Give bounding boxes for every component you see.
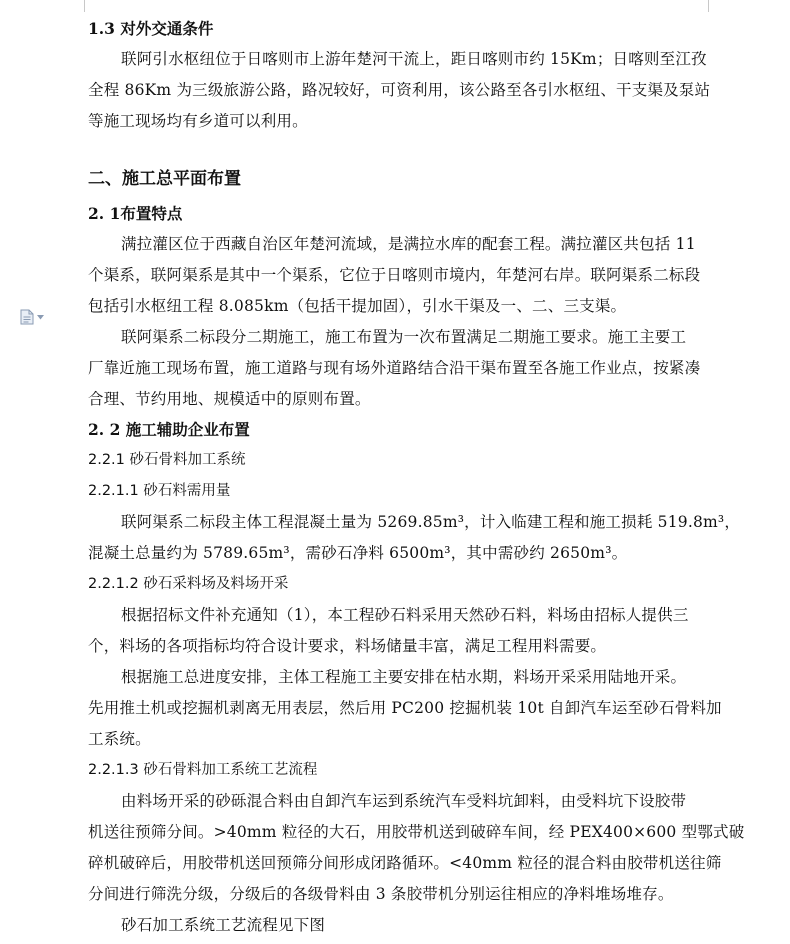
paragraph-line: 先用推土机或挖掘机剥离无用表层，然后用 PC200 挖掘机装 10t 自卸汽车运至砂石骨料加 [88, 699, 722, 717]
chevron-down-icon [37, 315, 44, 320]
paragraph-line: 联阿渠系二标段主体工程混凝土量为 5269.85m³，计入临建工程和施工损耗 519.8m³， [121, 513, 741, 531]
heading-2-2-1-2: 2.2.1.2 砂石采料场及料场开采 [88, 576, 289, 592]
document-icon [20, 309, 34, 325]
paragraph-line: 联阿引水枢纽位于日喀则市上游年楚河干流上，距日喀则市约 15Km；日喀则至江孜 [121, 50, 707, 68]
heading-2-2-1-3: 2.2.1.3 砂石骨料加工系统工艺流程 [88, 762, 318, 778]
paragraph-line: 工系统。 [88, 730, 151, 748]
heading-section-2: 二、施工总平面布置 [88, 169, 241, 189]
heading-2-2: 2. 2 施工辅助企业布置 [88, 420, 250, 439]
crop-mark-right [708, 0, 731, 12]
paragraph-line: 合理、节约用地、规模适中的原则布置。 [88, 390, 371, 408]
paragraph-line: 混凝土总量约为 5789.65m³，需砂石净料 6500m³，其中需砂约 2650m³。 [88, 544, 628, 562]
paragraph-line: 个，料场的各项指标均符合设计要求，料场储量丰富，满足工程用料需要。 [88, 637, 607, 655]
heading-1-3: 1.3 对外交通条件 [88, 19, 214, 38]
paragraph-line: 机送往预筛分间。>40mm 粒径的大石，用胶带机送到破碎车间，经 PEX400×600 型鄂式破 [88, 823, 745, 841]
paragraph-line: 碎机破碎后，用胶带机送回预筛分间形成闭路循环。<40mm 粒径的混合料由胶带机送往筛 [88, 854, 722, 872]
heading-2-2-1-1: 2.2.1.1 砂石料需用量 [88, 483, 231, 499]
paragraph-line: 厂靠近施工现场布置，施工道路与现有场外道路结合沿干渠布置至各施工作业点，按紧凑 [88, 359, 701, 377]
paragraph-line: 全程 86Km 为三级旅游公路，路况较好，可资利用，该公路至各引水枢纽、干支渠及泵站 [88, 81, 711, 99]
heading-2-1: 2. 1布置特点 [88, 204, 183, 223]
document-page [88, 14, 745, 941]
heading-2-2-1: 2.2.1 砂石骨料加工系统 [88, 452, 246, 468]
document-options-button[interactable] [20, 308, 52, 326]
paragraph-line: 分间进行筛洗分级，分级后的各级骨料由 3 条胶带机分别运往相应的净料堆场堆存。 [88, 885, 674, 903]
paragraph-line: 等施工现场均有乡道可以利用。 [88, 112, 308, 130]
crop-mark-left [62, 0, 85, 12]
paragraph-line: 满拉灌区位于西藏自治区年楚河流域，是满拉水库的配套工程。满拉灌区共包括 11 [121, 235, 696, 253]
paragraph-line: 包括引水枢纽工程 8.085km（包括干提加固），引水干渠及一、二、三支渠。 [88, 297, 627, 315]
paragraph-line: 个渠系，联阿渠系是其中一个渠系，它位于日喀则市境内，年楚河右岸。联阿渠系二标段 [88, 266, 701, 284]
paragraph-line: 由料场开采的砂砾混合料由自卸汽车运到系统汽车受料坑卸料，由受料坑下设胶带 [121, 792, 687, 810]
paragraph-line: 根据招标文件补充通知（1），本工程砂石料采用天然砂石料，料场由招标人提供三 [121, 606, 689, 624]
paragraph-line: 联阿渠系二标段分二期施工，施工布置为一次布置满足二期施工要求。施工主要工 [121, 328, 687, 346]
paragraph-line: 根据施工总进度安排，主体工程施工主要安排在枯水期，料场开采采用陆地开采。 [121, 668, 687, 686]
paragraph-line: 砂石加工系统工艺流程见下图 [121, 916, 326, 934]
